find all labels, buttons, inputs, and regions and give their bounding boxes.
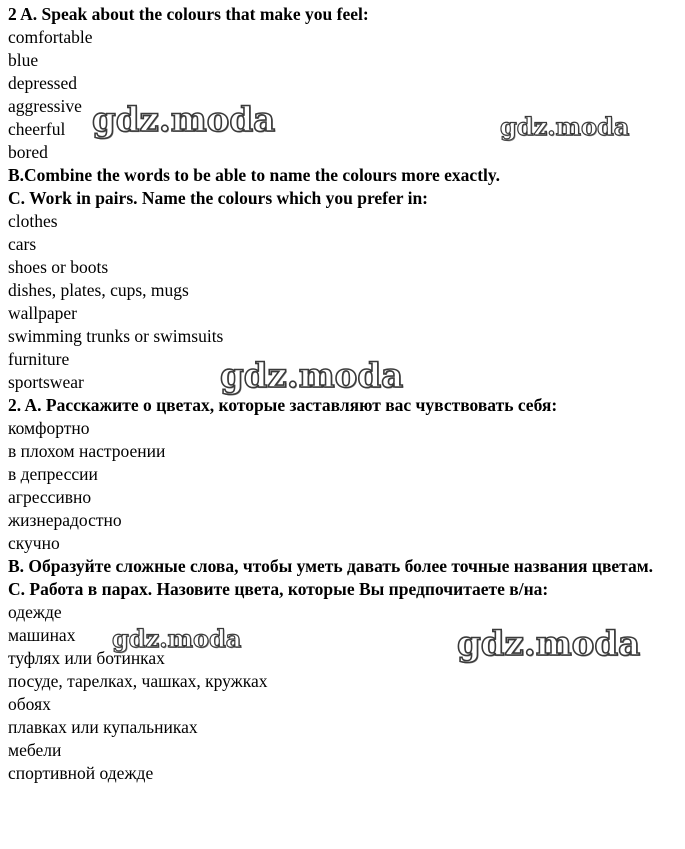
english-preference-item: wallpaper (8, 303, 77, 323)
russian-feeling-item: жизнерадостно (8, 510, 122, 530)
english-preference-item: sportswear (8, 372, 84, 392)
russian-preference-item: обоях (8, 694, 51, 714)
english-feeling-item: aggressive (8, 96, 82, 116)
english-feeling-item: blue (8, 50, 39, 70)
english-feeling-item: depressed (8, 73, 78, 93)
russian-preference-item: посуде, тарелках, чашках, кружках (8, 671, 268, 691)
english-task-b-heading: B.Combine the words to be able to name the colours more exactly. (8, 165, 501, 185)
english-feeling-item: cheerful (8, 119, 66, 139)
russian-task-b-heading: B. Образуйте сложные слова, чтобы уметь давать более точные названия цветам. (8, 556, 654, 576)
russian-feeling-item: в плохом настроении (8, 441, 166, 461)
russian-feeling-item: комфортно (8, 418, 90, 438)
watermark: gdz.moda (112, 624, 242, 653)
english-feeling-item: bored (8, 142, 48, 162)
english-preference-item: furniture (8, 349, 70, 369)
watermark: gdz.moda (457, 624, 641, 664)
english-preference-item: cars (8, 234, 37, 254)
watermark: gdz.moda (220, 356, 404, 396)
russian-preference-item: спортивной одежде (8, 763, 154, 783)
english-preference-item: dishes, plates, cups, mugs (8, 280, 189, 300)
russian-preference-item: мебели (8, 740, 62, 760)
russian-preference-item: машинах (8, 625, 76, 645)
english-preference-item: shoes or boots (8, 257, 109, 277)
russian-preference-item: туфлях или ботинках (8, 648, 165, 668)
english-feeling-item: comfortable (8, 27, 93, 47)
russian-feeling-item: агрессивно (8, 487, 92, 507)
english-task-c-heading: C. Work in pairs. Name the colours which you prefer in: (8, 188, 429, 208)
english-preference-item: clothes (8, 211, 58, 231)
watermark: gdz.moda (500, 112, 630, 141)
russian-preference-item: плавках или купальниках (8, 717, 198, 737)
english-task-a-heading: 2 A. Speak about the colours that make you feel: (8, 4, 369, 24)
russian-feeling-item: скучно (8, 533, 60, 553)
watermark: gdz.moda (92, 100, 276, 140)
russian-task-c-heading: C. Работа в парах. Назовите цвета, которые Вы предпочитаете в/на: (8, 579, 549, 599)
russian-preference-item: одежде (8, 602, 62, 622)
russian-task-a-heading: 2. A. Расскажите о цветах, которые заставляют вас чувствовать себя: (8, 395, 558, 415)
english-preference-item: swimming trunks or swimsuits (8, 326, 224, 346)
russian-feeling-item: в депрессии (8, 464, 98, 484)
